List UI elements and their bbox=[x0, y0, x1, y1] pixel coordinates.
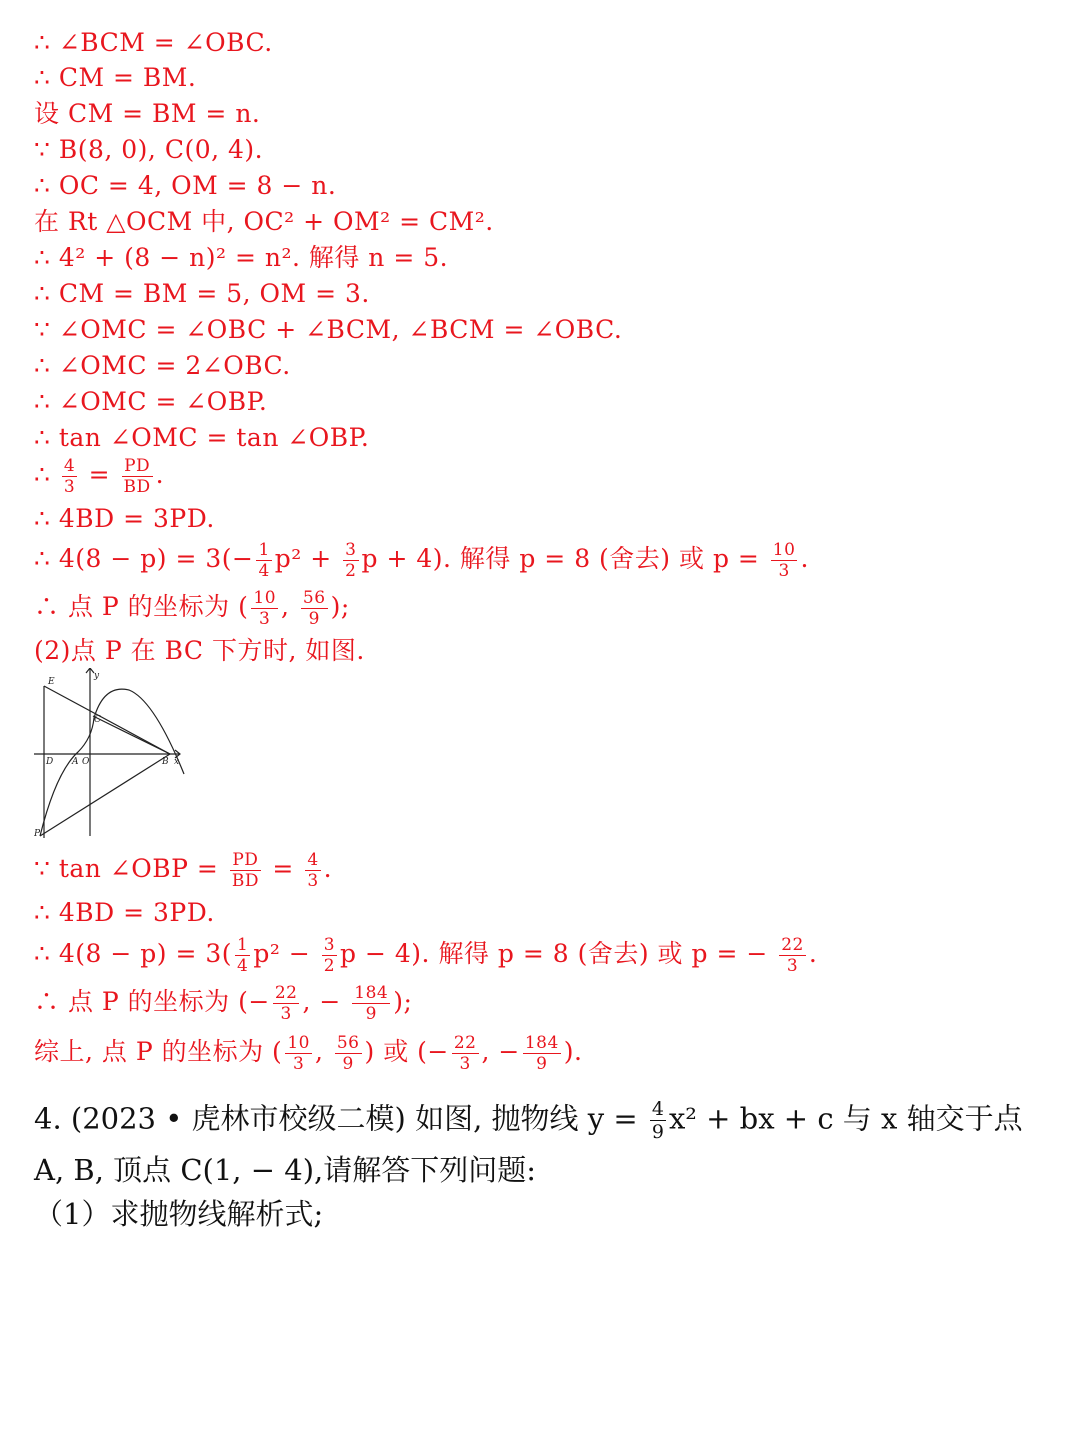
text: ∴ 4(8 − p) = 3(− bbox=[34, 544, 254, 573]
fraction bbox=[779, 935, 806, 976]
text: = bbox=[272, 854, 294, 883]
fraction bbox=[305, 850, 320, 891]
text: ∴ 点 P 的坐标为 (− bbox=[34, 987, 270, 1016]
numerator: 10 bbox=[253, 588, 277, 608]
text: ∴ bbox=[34, 460, 51, 489]
solution-line-6: 在 Rt △OCM 中, OC² + OM² = CM². bbox=[34, 207, 494, 236]
denominator: 4 bbox=[237, 956, 249, 976]
solution-line-13 bbox=[34, 456, 164, 497]
solution-line-14: ∴ 4BD = 3PD. bbox=[34, 504, 215, 533]
fraction bbox=[285, 1033, 312, 1074]
denominator: 9 bbox=[342, 1054, 354, 1074]
fraction bbox=[352, 983, 390, 1024]
label-d: D bbox=[46, 757, 54, 767]
fraction bbox=[335, 1033, 362, 1074]
solution-line-19: ∴ 4BD = 3PD. bbox=[34, 898, 215, 927]
solution-line-16 bbox=[34, 588, 350, 629]
denominator: 9 bbox=[308, 609, 320, 629]
text: . bbox=[808, 939, 818, 968]
text: p − 4). 解得 p = 8 (舍去) 或 p = − bbox=[340, 939, 768, 968]
text: p² − bbox=[253, 939, 311, 968]
solution-line-2: ∴ CM = BM. bbox=[34, 63, 197, 92]
numerator: 4 bbox=[307, 850, 319, 870]
text: , − bbox=[302, 987, 341, 1016]
text: 4. (2023 • 虎林市校级二模) 如图, 抛物线 y = bbox=[34, 1101, 638, 1136]
question-line-1 bbox=[34, 1098, 1023, 1143]
numerator: 1 bbox=[237, 935, 249, 955]
fraction bbox=[256, 540, 271, 581]
solution-line-18 bbox=[34, 850, 332, 891]
numerator: 1 bbox=[258, 540, 270, 560]
text: . bbox=[323, 854, 333, 883]
denominator: 3 bbox=[307, 871, 319, 891]
solution-line-1: ∴ ∠BCM = ∠OBC. bbox=[34, 28, 273, 57]
numerator: 22 bbox=[781, 935, 804, 955]
fraction bbox=[251, 588, 278, 629]
line-pb bbox=[40, 754, 170, 836]
fraction bbox=[235, 935, 250, 976]
solution-line-8: ∴ CM = BM = 5, OM = 3. bbox=[34, 279, 370, 308]
text: , bbox=[314, 1037, 324, 1066]
text: 综上, 点 P 的坐标为 ( bbox=[34, 1037, 283, 1066]
fraction bbox=[122, 456, 153, 497]
numerator: 10 bbox=[772, 540, 796, 560]
numerator: 3 bbox=[323, 935, 336, 955]
fraction bbox=[273, 983, 300, 1024]
question-line-2: A, B, 顶点 C(1, − 4),请解答下列问题: bbox=[34, 1153, 537, 1187]
solution-line-15 bbox=[34, 540, 809, 581]
fraction bbox=[230, 850, 261, 891]
denominator: 9 bbox=[536, 1054, 548, 1074]
numerator: 4 bbox=[63, 456, 76, 476]
parabola-figure bbox=[34, 668, 194, 844]
numerator: 184 bbox=[354, 983, 389, 1003]
fraction bbox=[62, 456, 77, 497]
text: ∴ 4(8 − p) = 3( bbox=[34, 939, 233, 968]
text: . bbox=[155, 460, 165, 489]
text: ); bbox=[330, 592, 350, 621]
numerator: 4 bbox=[651, 1098, 664, 1120]
text: = bbox=[88, 460, 111, 489]
numerator: 10 bbox=[287, 1033, 310, 1053]
text: . bbox=[800, 544, 809, 573]
fraction bbox=[523, 1033, 561, 1074]
solution-line-10: ∴ ∠OMC = 2∠OBC. bbox=[34, 351, 291, 380]
solution-line-17: (2)点 P 在 BC 下方时, 如图. bbox=[34, 636, 365, 665]
numerator: 3 bbox=[345, 540, 357, 560]
label-c: C bbox=[94, 715, 101, 725]
text: ); bbox=[393, 987, 413, 1016]
label-x: x bbox=[174, 757, 180, 767]
numerator: PD bbox=[230, 850, 261, 871]
fraction bbox=[301, 588, 328, 629]
denominator: 3 bbox=[459, 1054, 471, 1074]
text: p² + bbox=[274, 544, 332, 573]
solution-line-5: ∴ OC = 4, OM = 8 − n. bbox=[34, 171, 337, 200]
numerator: PD bbox=[122, 456, 153, 477]
denominator: 3 bbox=[778, 561, 790, 581]
question-line-3: （1）求抛物线解析式; bbox=[34, 1197, 324, 1231]
denominator: 3 bbox=[292, 1054, 305, 1074]
fraction bbox=[771, 540, 798, 581]
text: ∴ 点 P 的坐标为 ( bbox=[34, 592, 249, 621]
denominator: BD bbox=[123, 477, 151, 497]
solution-line-9: ∵ ∠OMC = ∠OBC + ∠BCM, ∠BCM = ∠OBC. bbox=[34, 315, 623, 344]
text: ). bbox=[563, 1037, 583, 1066]
denominator: 3 bbox=[63, 477, 76, 497]
solution-line-3: 设 CM = BM = n. bbox=[34, 99, 261, 128]
denominator: 4 bbox=[258, 561, 270, 581]
numerator: 22 bbox=[453, 1033, 477, 1053]
label-e: E bbox=[48, 677, 55, 687]
text: , bbox=[281, 592, 290, 621]
text: p + 4). 解得 p = 8 (舍去) 或 p = bbox=[361, 544, 760, 573]
fraction bbox=[322, 935, 337, 976]
label-y: y bbox=[94, 671, 100, 681]
text: ∵ tan ∠OBP = bbox=[34, 854, 219, 883]
text: , − bbox=[481, 1037, 520, 1066]
solution-line-4: ∵ B(8, 0), C(0, 4). bbox=[34, 135, 264, 164]
label-b: B bbox=[162, 757, 169, 767]
fraction bbox=[452, 1033, 479, 1074]
solution-line-21 bbox=[34, 983, 412, 1024]
numerator: 184 bbox=[524, 1033, 559, 1053]
denominator: 3 bbox=[786, 956, 799, 976]
denominator: 3 bbox=[280, 1004, 292, 1024]
denominator: 2 bbox=[345, 561, 357, 581]
solution-line-7: ∴ 4² + (8 − n)² = n². 解得 n = 5. bbox=[34, 243, 449, 272]
denominator: 3 bbox=[259, 609, 271, 629]
line-eb bbox=[44, 686, 170, 754]
solution-line-12: ∴ tan ∠OMC = tan ∠OBP. bbox=[34, 423, 370, 452]
text: ) 或 (− bbox=[364, 1037, 449, 1066]
label-p: P bbox=[34, 829, 41, 839]
denominator: 2 bbox=[323, 956, 336, 976]
label-a: A bbox=[72, 757, 79, 767]
denominator: 9 bbox=[651, 1121, 664, 1143]
denominator: 9 bbox=[365, 1004, 377, 1024]
text: x² + bx + c 与 x 轴交于点 bbox=[668, 1101, 1023, 1136]
label-o: O bbox=[82, 757, 90, 767]
solution-line-11: ∴ ∠OMC = ∠OBP. bbox=[34, 387, 268, 416]
solution-line-20 bbox=[34, 935, 817, 976]
denominator: BD bbox=[231, 871, 259, 891]
fraction bbox=[343, 540, 358, 581]
solution-line-22 bbox=[34, 1033, 583, 1074]
numerator: 56 bbox=[302, 588, 326, 608]
numerator: 56 bbox=[336, 1033, 360, 1053]
fraction bbox=[650, 1098, 666, 1143]
numerator: 22 bbox=[274, 983, 298, 1003]
